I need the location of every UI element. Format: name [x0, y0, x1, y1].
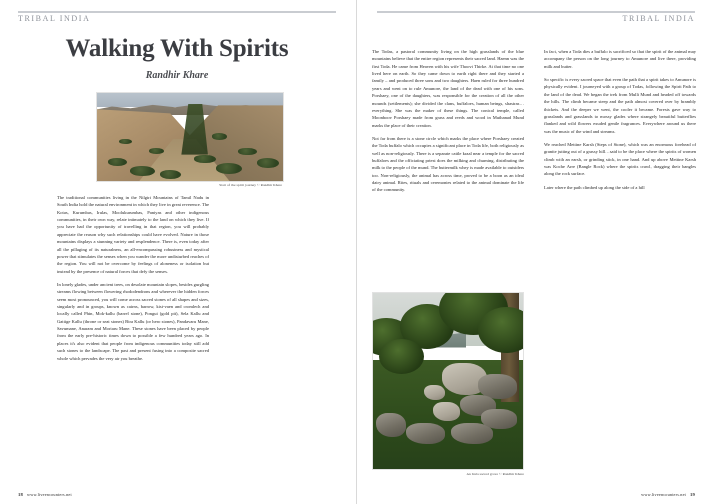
shola-clump [212, 133, 227, 139]
site-url-left[interactable]: www.liveencounters.net [27, 492, 72, 497]
running-head-left: TRIBAL INDIA [18, 14, 91, 23]
running-head-right: TRIBAL INDIA [622, 14, 695, 23]
grove-canopy [478, 307, 524, 353]
running-head-rule-right [377, 11, 695, 13]
paragraph: The traditional communities living in the Nilgiri Mountains of Tamil Nadu in South India hold the natural environment in which they live in great reverence. The Kotas, Kurumbas, Irulas, Moolukurumbas, Paniyas and other indigenous communities, in their own way, relate intimately to the land on which they live. If you have had the opportunity of travelling in that region, you will probably appreciate the reason why such relationships could have evolved. Nature in those mountains displays a stunning variety and resplendence. There is, even today after all the pillaging of its naturalness, an all-encompassing robustness and mystical power that stimulates the senses when you wander the more undisturbed reaches of the region. You will not be overcome by feelings of aloneness or isolation but instead by the presence of natural forces that defy the senses. [57, 195, 209, 274]
paragraph: Later where the path climbed up along the side of a hill [544, 184, 645, 190]
paragraph: So specific is every sacred space that even the path that a spirit takes to Amunore is physically evident. I journeyed with a group of Todas, following the Spirit Path to the land of the dead. We began the trek from Mulli Mund and headed off towards the hills. The climb became steep and the path almost covered over by brambly thickets. And the deeper we went, the cooler it became. Forests gave way to grasslands and grasslands to mossy glades where strangely beautiful butterflies flanked and wild flowers exuded gentle fragrances. Everywhere around us there was the music of the wind and streams. [544, 77, 696, 134]
grove-canopy [379, 339, 424, 374]
sacred-grove-photo-caption: An Irula sacred grove © Randhir Khare [466, 472, 524, 476]
shola-clump [108, 158, 127, 166]
article-byline: Randhir Khare [145, 70, 209, 81]
sacred-grove-photo [372, 292, 524, 476]
shola-clump [216, 163, 242, 174]
paragraph: In lonely glades, under ancient trees, on desolate mountain slopes, besides gurgling streams flowing between flowering rhododendrons and wherever the hidden forces seem most pronounced, you will come across sacred stones of all shapes and sizes, singularly and in groups, known as cairns, barrow, kist-vaen and cromlech and locally called Phin, Mok-kallu (barrel stone), Pongui (gold pit), Sela Kallu and Gattige Kallu (throne or seat stones) Bira Kallu (or hero stones), Pandavaru Mane, Savumane, Anaram and Moriaru Mane. These stones have been placed by people from the early pre-historic times down to possible a few hundred years ago. In places it's also evident that people from indigenous communities today still add such stones to the landscape. The past and present fusing into a composite sacred whole which pervades the very air you breathe. [57, 281, 209, 361]
grove-boulder [433, 402, 460, 421]
page-spine-divider [356, 0, 357, 504]
shola-clump [149, 148, 164, 154]
article-title: Walking With Spirits [65, 35, 289, 62]
grove-boulder [424, 385, 445, 401]
valley-photo-caption: Start of the spirit journey © Randhir Khare [219, 183, 282, 187]
grove-boulder [376, 413, 406, 438]
page-number-right: 19 [690, 492, 695, 497]
site-url-right[interactable]: www.liveencounters.net [641, 492, 686, 497]
paragraph: The Todas, a pastoral community living on the high grasslands of the blue mountains believe that the entire region represents their sacred land. Haenn was the first Toda. He came from Heaven with his wife Thoovi Thirke. At that time no one lived here on earth. So they came down to earth right there and they started a family – and produced three sons and two daughters. Haen ruled for three hundred years and went on to rule Amunore, the land of the dead with one of his sons. Porshaey, one of the daughters, was responsible for the creation of all the other mounds (settlements); she divided the clans, buffaloes, human beings, shastras…everything. She was the maker of these things. The conical temple, called Moonboov Porshaey made from grass and reeds and wood in Muthanad Mund marks the place of their creation. [372, 49, 524, 128]
footer-right [641, 492, 695, 497]
page-number-left: 18 [18, 492, 23, 497]
shola-clump [130, 166, 154, 176]
text-column-three [544, 48, 696, 478]
paragraph: We reached Mettine Karsh (Steps of Stone), which was an enormous forehead of granite jutting out of a grassy hill…said to be the place where the spirits of women climb with an earsh, or grinding stick, in one hand. And up above Mettine Karsh was Koche Arre (Bangle Rock) where the spirits crawl, dragging their bangles along the rock surface. [544, 141, 696, 177]
text-column-one [57, 194, 209, 478]
shola-clump [119, 139, 132, 144]
valley-photo [96, 92, 284, 187]
shola-clump [160, 170, 180, 179]
grove-boulder [481, 409, 517, 428]
paragraph: In fact, when a Toda dies a buffalo is sacrificed so that the spirit of the animal may accompany the person on the long journey to Amunore and live there, providing milk and butter. [544, 49, 696, 69]
text-column-two [372, 48, 524, 286]
footer-left [18, 492, 72, 497]
shola-clump [257, 158, 279, 168]
grove-boulder [406, 423, 445, 444]
running-head-rule-left [18, 11, 336, 13]
paragraph: Not far from there is a stone circle which marks the place where Porshaey created the Toda buffalo which occupies a significant place in Toda life, both religiously as well as non-religiously. There is a separate cattle kraal near a temple for the sacred buffaloes and the officiating priest does the milking and churning, distributing the milk to the people of the mund. The buttermilk whey is made available to outsiders too. Non-religiously, the animal has across time, proved to be a boon as an ideal dairy animal. Rites, rituals and ceremonies related to the animal dominate the life of the community. [372, 135, 524, 193]
